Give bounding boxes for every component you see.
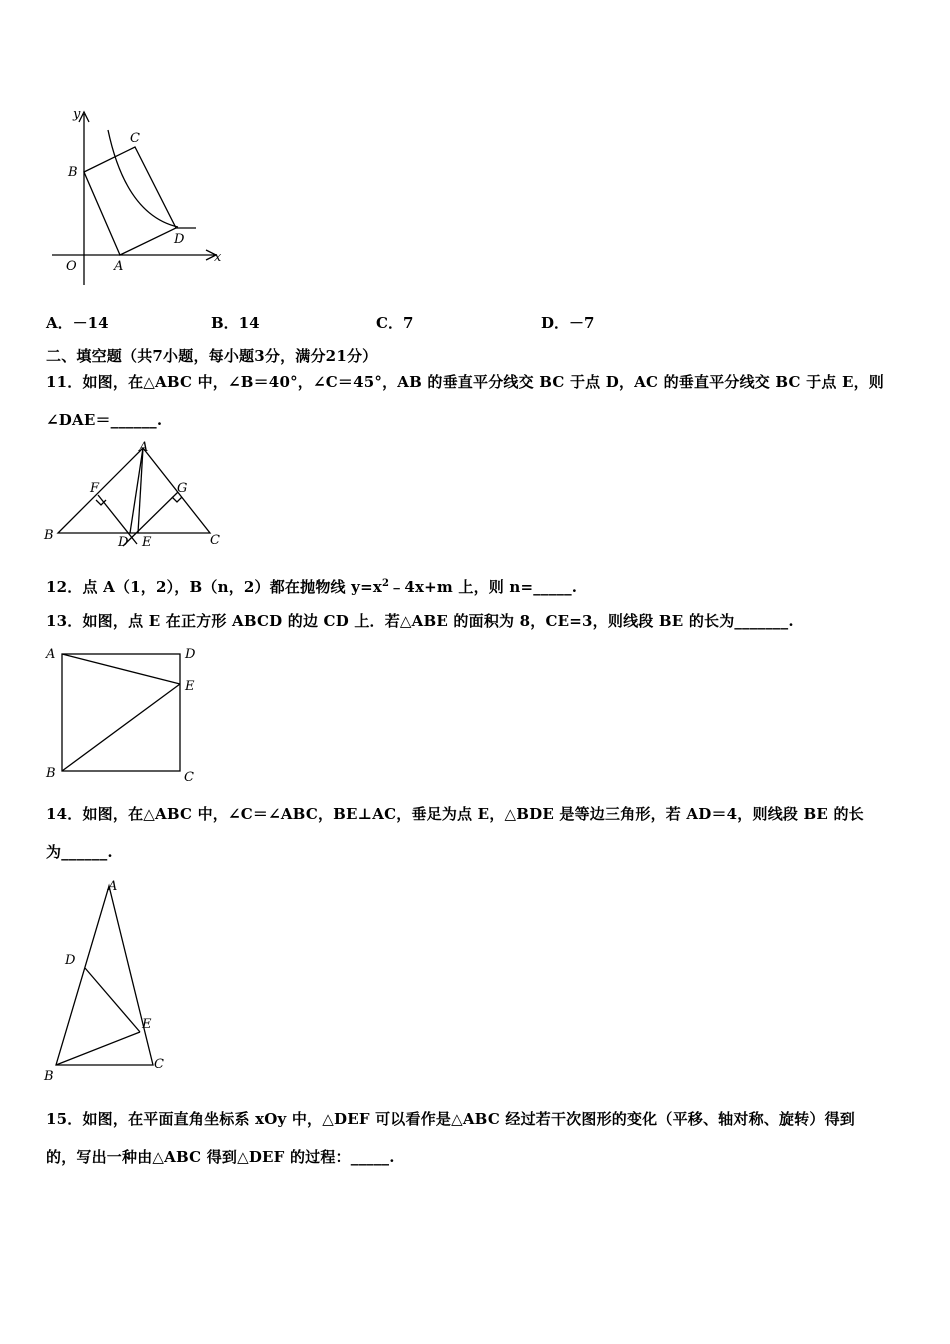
- q15-line2: 的，写出一种由△ABC 得到△DEF 的过程：_____.: [46, 1148, 395, 1166]
- q13-text: 13．如图，点 E 在正方形 ABCD 的边 CD 上．若△ABE 的面积为 8，CE=3，则线段 BE 的长为_______.: [46, 612, 794, 630]
- point-e-label: E: [142, 1017, 152, 1032]
- point-f-label: F: [90, 481, 100, 496]
- point-e-label: E: [185, 679, 195, 694]
- point-e-label: E: [142, 535, 152, 550]
- q12-post: ﹣4x+m 上，则 n=_____.: [389, 578, 578, 596]
- point-b-label: B: [68, 165, 78, 180]
- point-d-label: D: [65, 953, 76, 968]
- option-b[interactable]: B．14: [211, 314, 260, 332]
- point-b-label: B: [44, 1069, 54, 1084]
- q11-line2: ∠DAE＝______.: [46, 411, 163, 429]
- q11-line1: 11．如图，在△ABC 中，∠B＝40°，∠C＝45°，AB 的垂直平分线交 BC 于点 D，AC 的垂直平分线交 BC 于点 E，则: [46, 373, 884, 391]
- option-c[interactable]: C．7: [376, 314, 414, 332]
- right-angle-g: [172, 497, 182, 502]
- option-a[interactable]: A．－14: [46, 314, 109, 332]
- segment-be: [56, 1032, 140, 1065]
- y-label: y: [73, 107, 81, 122]
- q12-exponent: 2: [381, 578, 390, 589]
- point-a-label: A: [139, 440, 149, 455]
- q14-line1: 14．如图，在△ABC 中，∠C＝∠ABC，BE⊥AC，垂足为点 E，△BDE 是等边三角形，若 AD＝4，则线段 BE 的长: [46, 805, 864, 823]
- rectangle-abcd: [84, 147, 176, 255]
- section-heading: 二、填空题（共7小题，每小题3分，满分21分）: [46, 347, 378, 365]
- q14-line2: 为______.: [46, 843, 113, 861]
- point-d-label: D: [174, 232, 185, 247]
- q15-line1: 15．如图，在平面直角坐标系 xOy 中，△DEF 可以看作是△ABC 经过若干次图形的变化（平移、轴对称、旋转）得到: [46, 1110, 855, 1128]
- segment-ae: [62, 654, 180, 684]
- point-c-label: C: [154, 1057, 164, 1072]
- q10-figure: [46, 100, 236, 290]
- point-d-label: D: [185, 647, 196, 662]
- point-a-label: A: [46, 647, 56, 662]
- x-label: x: [214, 250, 222, 265]
- point-c-label: C: [184, 770, 194, 785]
- point-c-label: C: [210, 533, 220, 548]
- point-b-label: B: [44, 528, 54, 543]
- point-a-label: A: [108, 879, 118, 894]
- triangle-abc: [56, 886, 153, 1065]
- point-a-label: A: [114, 259, 124, 274]
- q12-text: [46, 576, 577, 597]
- point-b-label: B: [46, 766, 56, 781]
- origin-label: O: [66, 259, 77, 274]
- segment-be: [62, 684, 180, 771]
- point-c-label: C: [130, 131, 140, 146]
- point-g-label: G: [177, 481, 188, 496]
- q12-pre: 12．点 A（1，2），B（n，2）都在抛物线 y=x: [46, 578, 382, 596]
- option-d[interactable]: D．－7: [541, 314, 595, 332]
- q13-figure: [40, 640, 210, 785]
- q11-figure: [40, 440, 230, 552]
- square-abcd: [62, 654, 180, 771]
- q14-figure: [40, 872, 180, 1087]
- point-d-label: D: [118, 535, 129, 550]
